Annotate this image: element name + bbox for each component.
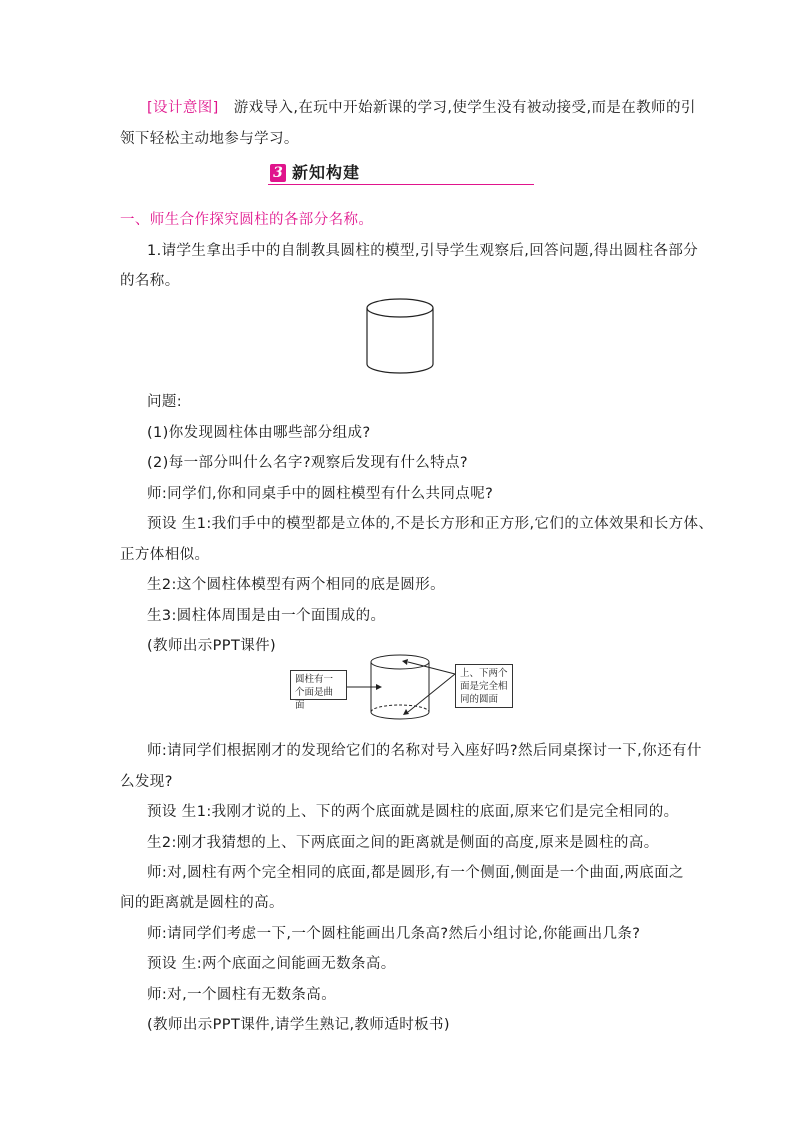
student-line: 预设 生:两个底面之间能画无数条高。 (147, 956, 396, 972)
teacher-line: 师:请同学们考虑一下,一个圆柱能画出几条高?然后小组讨论,你能画出几条? (147, 926, 641, 942)
question-1: (1)你发现圆柱体由哪些部分组成? (147, 425, 371, 441)
ppt-note: (教师出示PPT课件,请学生熟记,教师适时板书) (147, 1017, 450, 1033)
teacher-line: 么发现? (120, 774, 173, 790)
question-2: (2)每一部分叫什么名字?观察后发现有什么特点? (147, 455, 469, 471)
cylinder-figure (362, 296, 438, 378)
question-label: 问题: (147, 394, 183, 410)
student-line: 预设 生1:我们手中的模型都是立体的,不是长方形和正方形,它们的立体效果和长方体、 (147, 516, 714, 532)
figure-label-base-faces: 上、下两个面是完全相同的圆面 (455, 664, 513, 708)
design-intent-line-1 (147, 98, 696, 118)
paragraph-line: 1.请学生拿出手中的自制教具圆柱的模型,引导学生观察后,回答问题,得出圆柱各部分 (147, 243, 699, 259)
subsection-title: 一、师生合作探究圆柱的各部分名称。 (120, 212, 374, 228)
teacher-line: 师:请同学们根据刚才的发现给它们的名称对号入座好吗?然后同桌探讨一下,你还有什 (147, 743, 702, 759)
design-intent-line-2: 领下轻松主动地参与学习。 (120, 131, 299, 147)
figure-label-curved-surface: 圆柱有一个面是曲面 (290, 670, 347, 700)
student-line: 生2:这个圆柱体模型有两个相同的底是圆形。 (147, 577, 446, 593)
teacher-line: 师:对,一个圆柱有无数条高。 (147, 987, 337, 1003)
design-intent-tag: [设计意图] (147, 100, 219, 116)
student-line: 正方体相似。 (120, 547, 210, 563)
student-line: 预设 生1:我刚才说的上、下的两个底面就是圆柱的底面,原来它们是完全相同的。 (147, 804, 679, 820)
teacher-line: 师:同学们,你和同桌手中的圆柱模型有什么共同点呢? (147, 486, 494, 502)
paragraph-line: 的名称。 (120, 273, 180, 289)
section-number-badge: 3 (270, 164, 286, 182)
section-title: 新知构建 (292, 163, 361, 182)
ppt-note: (教师出示PPT课件) (147, 638, 277, 654)
labeled-cylinder-figure (346, 652, 456, 724)
teacher-line: 师:对,圆柱有两个完全相同的底面,都是圆形,有一个侧面,侧面是一个曲面,两底面之 (147, 865, 684, 881)
teacher-line: 间的距离就是圆柱的高。 (120, 895, 284, 911)
student-line: 生3:圆柱体周围是由一个面围成的。 (147, 608, 386, 624)
student-line: 生2:刚才我猜想的上、下两底面之间的距离就是侧面的高度,原来是圆柱的高。 (147, 835, 659, 851)
section-heading-rule (268, 184, 534, 185)
design-intent-text: 游戏导入,在玩中开始新课的学习,使学生没有被动接受,而是在教师的引 (233, 100, 696, 116)
